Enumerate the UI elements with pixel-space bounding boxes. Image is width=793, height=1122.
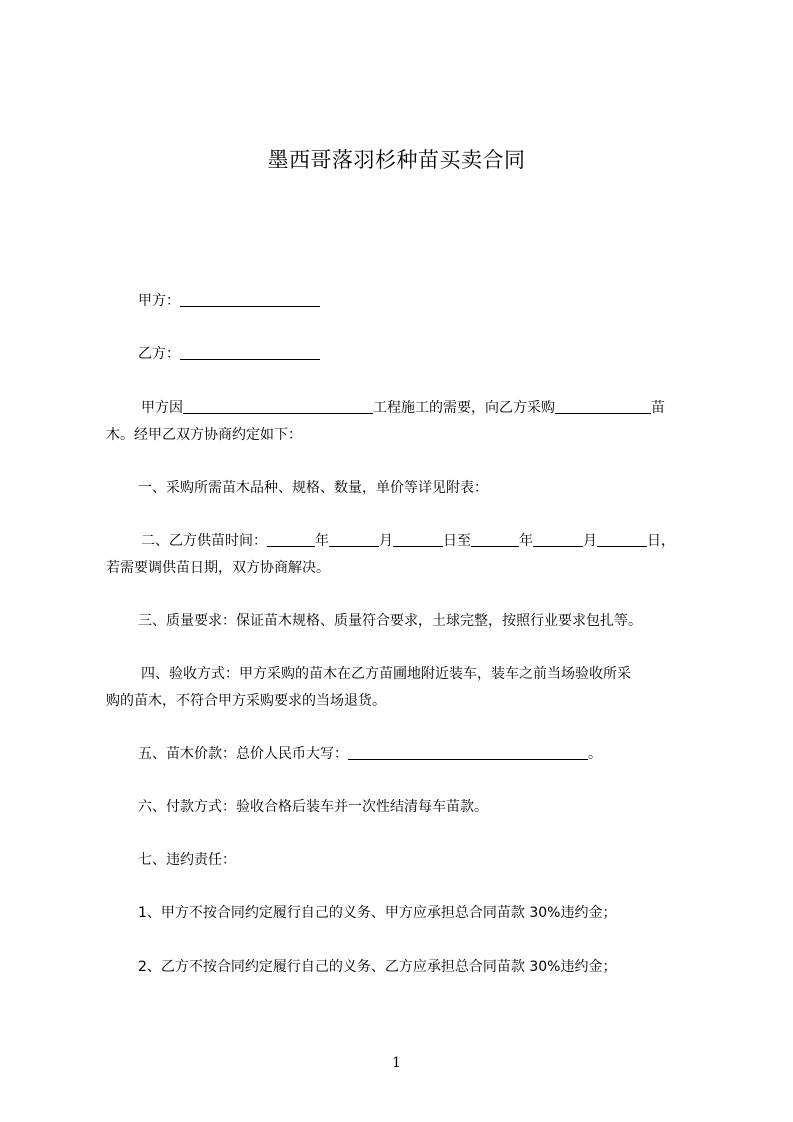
- clause-6: 六、付款方式：验收合格后装车并一次性结清每车苗款。: [138, 799, 488, 815]
- total-price-blank[interactable]: [348, 744, 588, 760]
- party-b-line: [138, 344, 320, 364]
- intro-line-2: 木。经甲乙双方协商约定如下：: [106, 427, 302, 443]
- intro-part-1: 甲方因: [141, 400, 183, 416]
- end-day-blank[interactable]: [597, 531, 647, 547]
- end-year-label: 年: [519, 533, 533, 549]
- party-a-blank[interactable]: [180, 291, 320, 307]
- clause-2-line-2: 若需要调供苗日期，双方协商解决。: [106, 560, 330, 576]
- start-year-label: 年: [315, 533, 329, 549]
- party-b-blank[interactable]: [180, 344, 320, 360]
- project-name-blank[interactable]: [183, 398, 373, 414]
- clause-5-lead: 五、苗木价款：总价人民币大写：: [138, 746, 348, 762]
- clause-4-line-1: 四、验收方式：甲方采购的苗木在乙方苗圃地附近装车，装车之前当场验收所采: [141, 666, 631, 682]
- party-a-line: [138, 291, 320, 311]
- clause-7: 七、违约责任：: [138, 852, 236, 868]
- party-a-label: 甲方：: [138, 293, 180, 309]
- species-blank[interactable]: [555, 398, 651, 414]
- intro-part-3: 苗: [651, 400, 665, 416]
- clause-4-line-2: 购的苗木，不符合甲方采购要求的当场退货。: [106, 693, 386, 709]
- start-year-blank[interactable]: [267, 531, 315, 547]
- intro-part-2: 工程施工的需要，向乙方采购: [373, 400, 555, 416]
- end-year-blank[interactable]: [471, 531, 519, 547]
- start-day-label: 日至: [443, 533, 471, 549]
- end-day-label: 日，: [647, 533, 675, 549]
- clause-2-lead: 二、乙方供苗时间：: [141, 533, 267, 549]
- start-month-blank[interactable]: [329, 531, 379, 547]
- clause-7-item-1: 1、甲方不按合同约定履行自己的义务、甲方应承担总合同苗款 30%违约金；: [138, 905, 617, 921]
- start-month-label: 月: [379, 533, 393, 549]
- intro-line-1: [141, 398, 665, 418]
- clause-3: 三、质量要求：保证苗木规格、质量符合要求，土球完整，按照行业要求包扎等。: [138, 613, 642, 629]
- clause-2-line-1: [141, 531, 675, 551]
- end-month-blank[interactable]: [533, 531, 583, 547]
- end-month-label: 月: [583, 533, 597, 549]
- start-day-blank[interactable]: [393, 531, 443, 547]
- clause-5: [138, 744, 602, 764]
- clause-1: 一、采购所需苗木品种、规格、数量，单价等详见附表：: [138, 480, 488, 496]
- clause-5-end: 。: [588, 746, 602, 762]
- clause-7-item-2: 2、乙方不按合同约定履行自己的义务、乙方应承担总合同苗款 30%违约金；: [138, 959, 617, 975]
- page-number: 1: [392, 1055, 401, 1071]
- party-b-label: 乙方：: [138, 346, 180, 362]
- document-title: 墨西哥落羽杉种苗买卖合同: [267, 148, 526, 172]
